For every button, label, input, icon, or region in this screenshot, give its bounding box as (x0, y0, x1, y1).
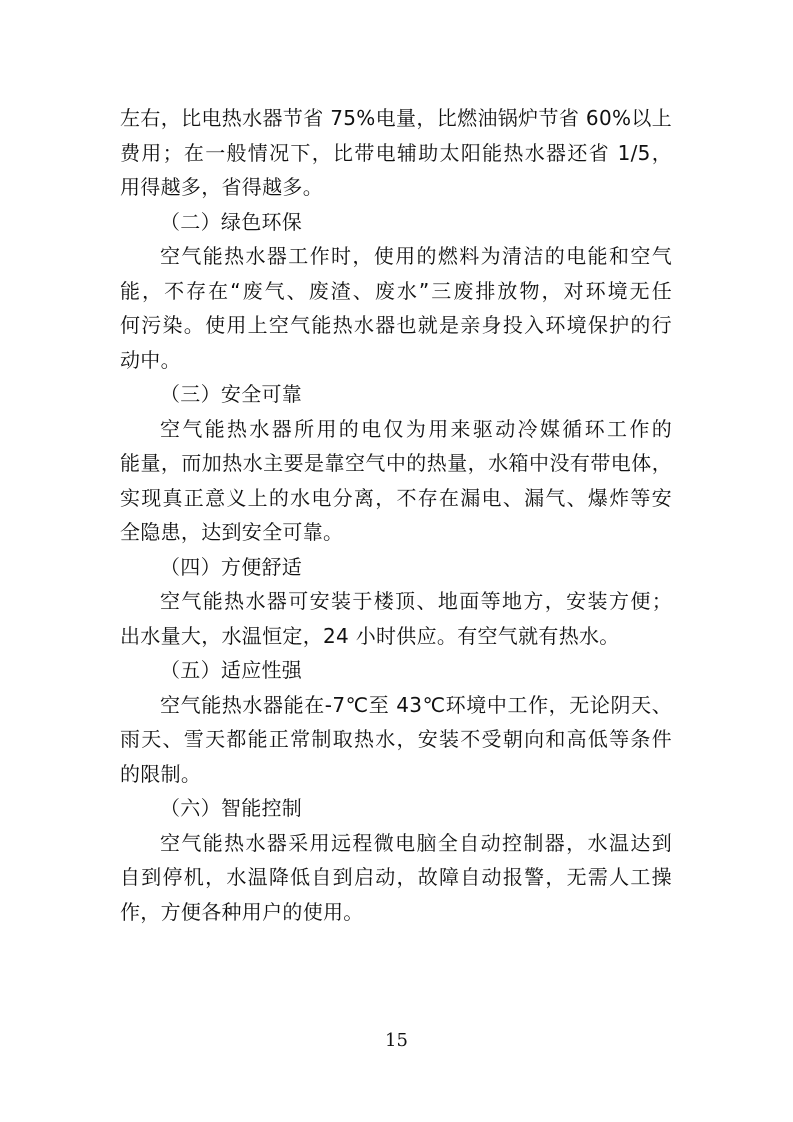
paragraph-line: 能量，而加热水主要是靠空气中的热量，水箱中没有带电体， (120, 451, 672, 475)
section-heading-convenience: （四）方便舒适 (160, 554, 303, 579)
paragraph-line: 空气能热水器所用的电仅为用来驱动冷媒循环工作的 (160, 416, 672, 441)
paragraph-line: 实现真正意义上的水电分离，不存在漏电、漏气、爆炸等安 (120, 485, 672, 510)
paragraph-line: 费用；在一般情况下，比带电辅助太阳能热水器还省 1/5， (120, 140, 672, 165)
paragraph-line: 空气能热水器采用远程微电脑全自动控制器，水温达到 (160, 830, 672, 855)
paragraph-line: 雨天、雪天都能正常制取热水，安装不受朝向和高低等条件 (120, 727, 672, 751)
paragraph-line: 能，不存在“废气、废渣、废水”三废排放物，对环境无任 (120, 278, 672, 303)
paragraph-line: 出水量大，水温恒定，24 小时供应。有空气就有热水。 (120, 623, 620, 648)
section-heading-green: （二）绿色环保 (160, 209, 303, 234)
paragraph-line: 全隐患，达到安全可靠。 (120, 520, 344, 544)
section-heading-safety: （三）安全可靠 (160, 382, 303, 406)
paragraph-line: 空气能热水器能在-7℃至 43℃环境中工作，无论阴天、 (160, 692, 672, 717)
body-text (120, 101, 672, 929)
paragraph-line: 左右，比电热水器节省 75%电量，比燃油锅炉节省 60%以上 (120, 106, 672, 130)
paragraph-line: 用得越多，省得越多。 (120, 175, 323, 199)
paragraph-line: 空气能热水器工作时，使用的燃料为清洁的电能和空气 (160, 244, 672, 268)
paragraph-line: 动中。 (120, 347, 181, 372)
paragraph-line: 自到停机，水温降低自到启动，故障自动报警，无需人工操 (120, 865, 672, 889)
section-heading-smart-control: （六）智能控制 (160, 796, 303, 820)
paragraph-line: 空气能热水器可安装于楼顶、地面等地方，安装方便； (160, 589, 672, 613)
paragraph-line: 的限制。 (120, 761, 202, 786)
page-number: 15 (385, 1030, 408, 1051)
paragraph-line: 作，方便各种用户的使用。 (120, 899, 364, 924)
section-heading-adaptability: （五）适应性强 (160, 658, 303, 682)
paragraph-line: 何污染。使用上空气能热水器也就是亲身投入环境保护的行 (120, 313, 672, 337)
